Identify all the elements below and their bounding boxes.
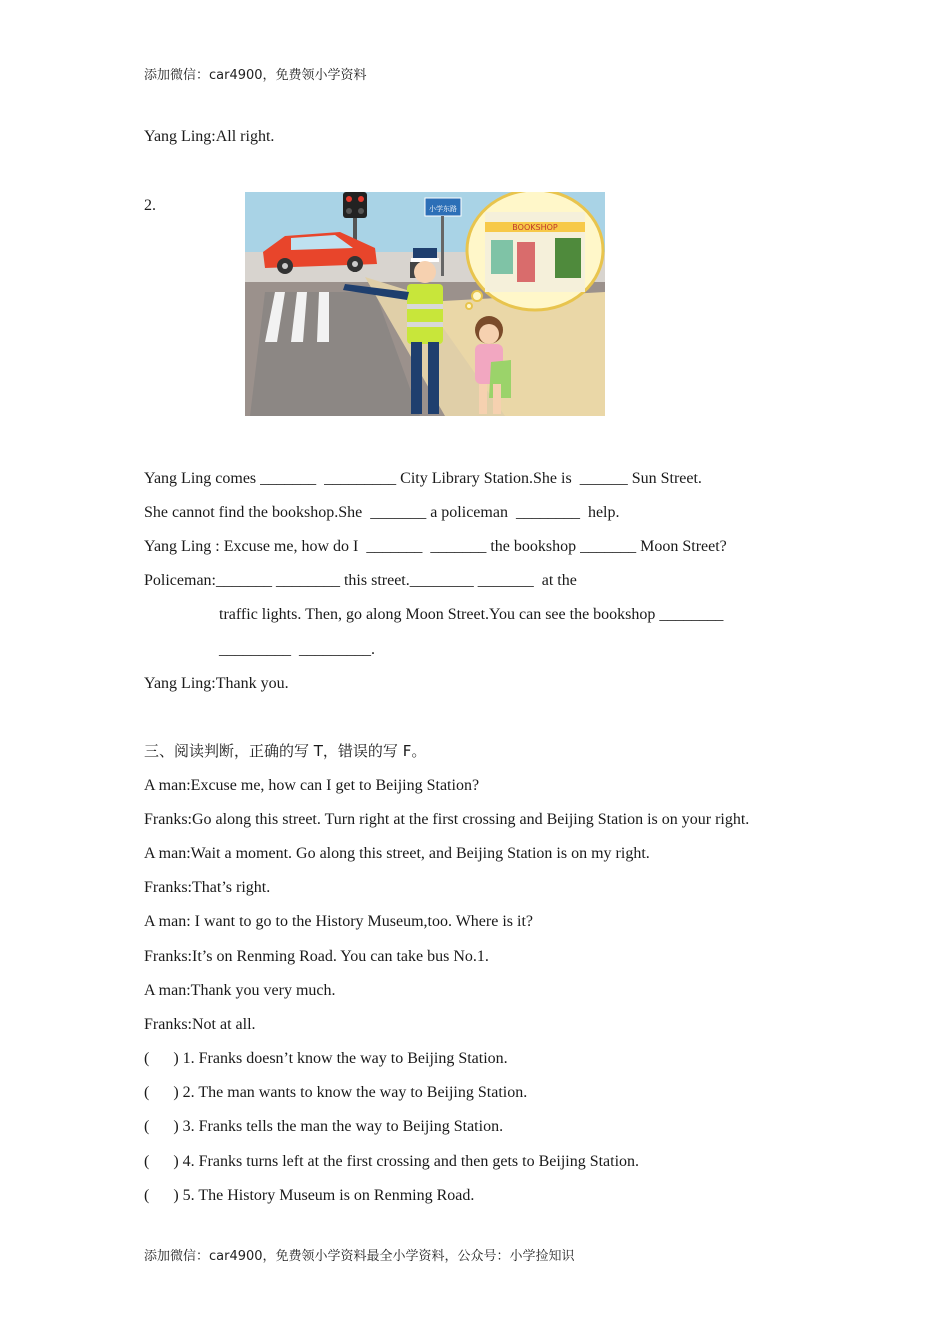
true-false-question: ( ) 5. The History Museum is on Renming Road.	[144, 1187, 475, 1204]
traffic-police-illustration	[245, 192, 605, 416]
dialogue-line: Franks:Not at all.	[144, 1016, 256, 1033]
dialogue-line: A man:Excuse me, how can I get to Beijing Station?	[144, 777, 480, 794]
true-false-question: ( ) 2. The man wants to know the way to Beijing Station.	[144, 1084, 528, 1101]
dialogue-line: A man:Thank you very much.	[144, 982, 336, 999]
fill-in-line: She cannot find the bookshop.She _______ a policeman ________ help.	[144, 504, 620, 521]
fill-in-line: _________ _________.	[219, 641, 375, 658]
footer-note: 添加微信：car4900，免费领小学资料最全小学资料，公众号：小学捡知识	[144, 1249, 575, 1264]
dialogue-line: Yang Ling:All right.	[144, 128, 275, 145]
bookshop-sign-text: BOOKSHOP	[512, 223, 558, 232]
street-sign-text: 小学东路	[429, 205, 457, 213]
header-note: 添加微信：car4900，免费领小学资料	[144, 68, 367, 83]
dialogue-line: Yang Ling:Thank you.	[144, 675, 289, 692]
true-false-question: ( ) 3. Franks tells the man the way to Beijing Station.	[144, 1118, 504, 1135]
fill-in-line: Policeman:_______ ________ this street.________ _______ at the	[144, 572, 577, 589]
bookshop-thought-bubble	[466, 192, 603, 310]
dialogue-line: Franks:Go along this street. Turn right at the first crossing and Beijing Station is on your right.	[144, 811, 750, 828]
dialogue-line: Franks:That’s right.	[144, 879, 271, 896]
dialogue-line: A man:Wait a moment. Go along this street, and Beijing Station is on my right.	[144, 845, 650, 862]
fill-in-line: traffic lights. Then, go along Moon Street.You can see the bookshop ________	[219, 606, 724, 623]
true-false-question: ( ) 1. Franks doesn’t know the way to Beijing Station.	[144, 1050, 508, 1067]
dialogue-line: Franks:It’s on Renming Road. You can take bus No.1.	[144, 948, 489, 965]
dialogue-line: A man: I want to go to the History Museum,too. Where is it?	[144, 913, 533, 930]
fill-in-line: Yang Ling comes _______ _________ City Library Station.She is ______ Sun Street.	[144, 470, 702, 487]
item-number: 2.	[144, 197, 156, 214]
fill-in-line: Yang Ling : Excuse me, how do I _______ _______ the bookshop _______ Moon Street?	[144, 538, 727, 555]
section-title: 三、阅读判断，正确的写 T，错误的写 F。	[144, 742, 427, 760]
true-false-question: ( ) 4. Franks turns left at the first crossing and then gets to Beijing Station.	[144, 1153, 640, 1170]
